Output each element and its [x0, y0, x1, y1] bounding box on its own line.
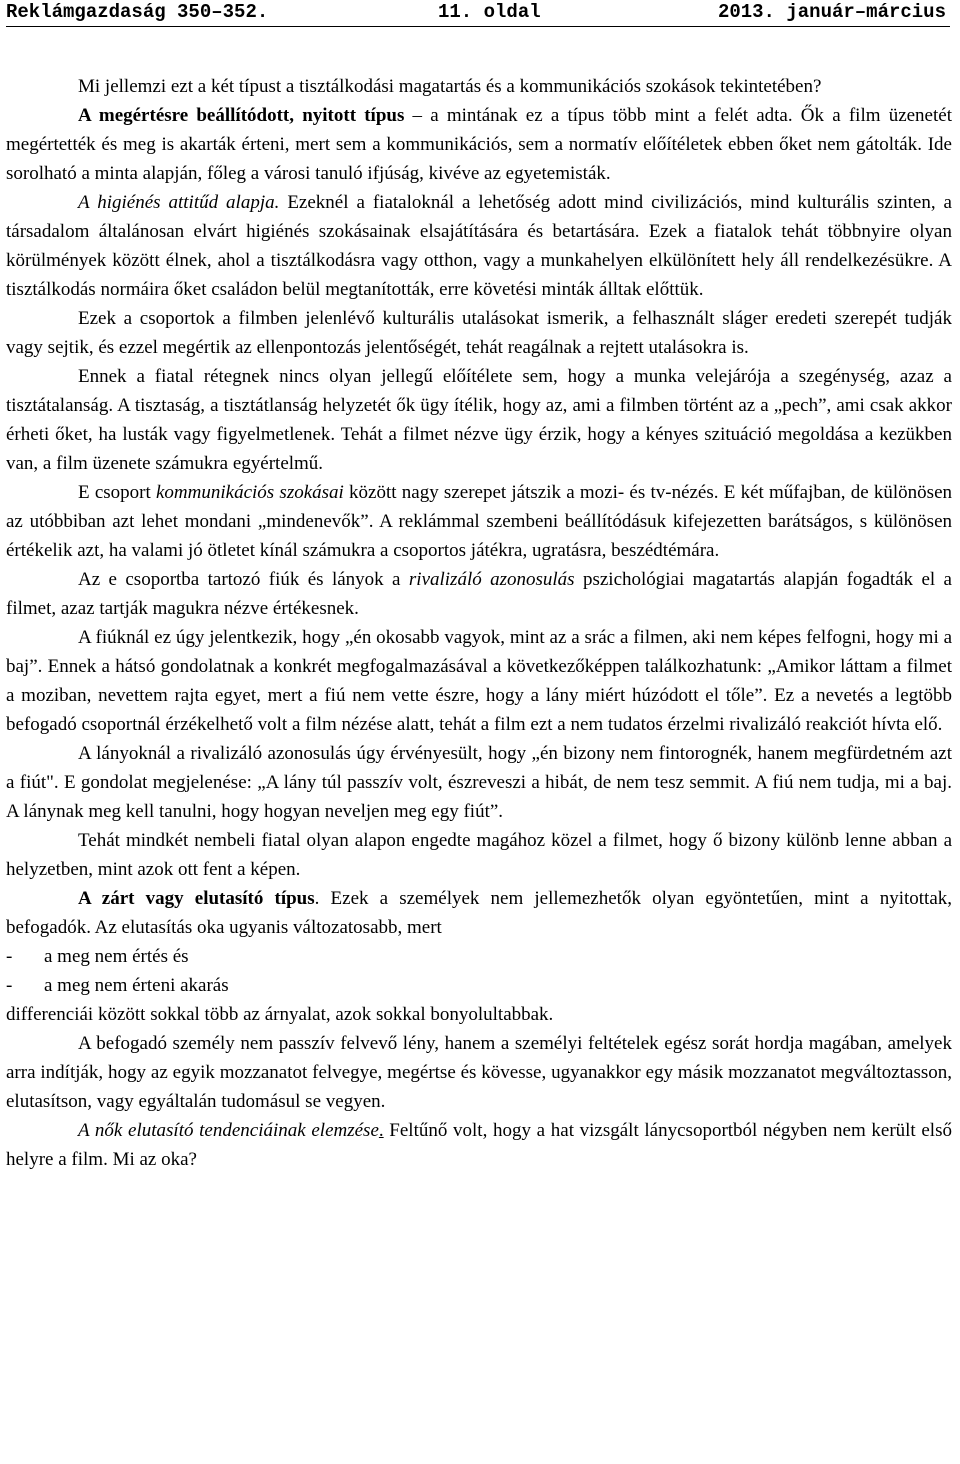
emphasis-communication-habits: kommunikációs szokásai: [156, 482, 344, 503]
paragraph: [6, 101, 952, 188]
paragraph-text: . Ezek a személyek nem jellemezhetők olyan egyöntetűen, mint a nyitottak, befogadók. Az elutasítás oka ugyanis változatosabb, mert: [6, 888, 953, 938]
paragraph-text: Feltűnő volt, hogy a hat vizsgált lánycsoportból négyben nem került első helyre a film. Mi az oka?: [6, 1120, 952, 1170]
paragraph-text: Ezek a csoportok a filmben jelenlévő kulturális utalásokat ismerik, a felhasznált sláger eredeti szerepét tudják vagy sejtik, és ezzel megértik az ellenpontozás jelentőségét, tehát reagálnak a rejtett utalásokra is.: [6, 308, 952, 358]
paragraph: [6, 739, 952, 826]
paragraph-text: A befogadó személy nem passzív felvevő lény, hanem a személyi feltételek egész sorát hordja magában, amelyek arra indítják, hogy az egyik mozzanatot felvegye, megértse és kövesse, ugyanakkor egy másik mozzanatot megváltoztasson, elutasítson, vagy egyáltalán tudomásul se vegyen.: [6, 1033, 952, 1112]
paragraph: [6, 623, 952, 739]
paragraph: [6, 1116, 952, 1174]
dash-marker: -: [6, 946, 13, 967]
paragraph: [6, 884, 952, 942]
paragraph: [6, 826, 952, 884]
paragraph-text: A lányoknál a rivalizáló azonosulás úgy érvényesült, hogy „én bizony nem fintorognék, hanem megfürdetném azt a fiút". E gondolat megjelenése: „A lány túl passzív volt, észreveszi a hibát, de nem tesz semmit. A fiú nem tudja, mi a baj. A lánynak meg kell tanulni, hogy hogyan neveljen meg egy fiút”.: [6, 743, 952, 822]
dash-marker: -: [6, 975, 13, 996]
list-item-text: a meg nem értés és: [44, 946, 189, 967]
subheading-women-rejection: A nők elutasító tendenciáinak elemzése: [78, 1120, 379, 1141]
paragraph-text: Mi jellemzi ezt a két típust a tisztálkodási magatartás és a kommunikációs szokások tekintetében?: [78, 76, 822, 97]
issue-date: 2013. január–március: [717, 1, 946, 23]
page-header: [6, 0, 950, 27]
paragraph-text: differenciái között sokkal több az árnyalat, azok sokkal bonyolultabbak.: [6, 1004, 554, 1025]
paragraph: [6, 188, 952, 304]
paragraph-text: Az e csoportba tartozó fiúk és lányok a: [78, 569, 409, 590]
page-number: 11. oldal: [438, 1, 541, 23]
paragraph-text: Ennek a fiatal rétegnek nincs olyan jellegű előítélete sem, hogy a munka velejárója a szegénység, azaz a tisztátalanság. A tisztaság, a tisztátlanság helyzetét ők ügy ítélik, hogy az, ami a filmben történt az a „pech”, ami csak akkor érheti őket, ha lusták vagy figyelmetlenek. Tehát a filmet nézve ügy érzik, hogy a kényes szituáció megoldása a kezükben van, a film üzenete számukra egyértelmű.: [6, 366, 952, 474]
paragraph: [6, 1000, 952, 1029]
paragraph-text: pszichológiai magatartás alapján fogadták el a filmet, azaz tartják magukra nézve értékesnek.: [6, 569, 952, 619]
underlined-period: .: [378, 1120, 384, 1141]
paragraph-text: A fiúknál ez úgy jelentkezik, hogy „én okosabb vagyok, mint az a srác a filmen, aki nem képes felfogni, hogy mi a baj”. Ennek a hátsó gondolatnak a konkrét megfogalmazásával a következőképpen találkozhatunk: „Amikor láttam a filmet a moziban, nevettem rajta egyet, mert a fiú nem vette észre, hogy a lány miért húzódott el tőle”. Ez a nevetés a legtöbb befogadó csoportnál érzékelhető volt a film nézése alatt, tehát a film ezt a nem tudatos érzelmi rivalizáló reakciót hívta elő.: [6, 627, 952, 735]
paragraph: [6, 304, 952, 362]
subheading-hygiene-attitude: A higiénés attitűd alapja.: [78, 192, 280, 213]
paragraph: [6, 565, 952, 623]
section-heading-open-type: A megértésre beállítódott, nyitott típus: [78, 105, 405, 126]
paragraph-text: között nagy szerepet játszik a mozi- és tv-nézés. E két műfajban, de különösen az utóbbiban azt lehet mondani „mindenevők”. A reklámmal szembeni beállítódásuk kifejezetten barátságos, s különösen értékelik azt, ha valami jó ötletet kínál számukra a csoportos játékra, ugratásra, beszédtémára.: [6, 482, 952, 561]
list-item: [6, 942, 952, 971]
paragraph-text: Tehát mindkét nembeli fiatal olyan alapon engedte magához közel a filmet, hogy ő bizony különb lenne abban a helyzetben, mint azok ott fent a képen.: [6, 830, 952, 880]
list-item-text: a meg nem érteni akarás: [44, 975, 229, 996]
paragraph-text: E csoport: [78, 482, 156, 503]
journal-title: Reklámgazdaság 350–352.: [6, 1, 269, 23]
paragraph: [6, 1029, 952, 1116]
list-item: [6, 971, 952, 1000]
paragraph: [6, 72, 952, 101]
emphasis-rival-identification: rivalizáló azonosulás: [408, 569, 575, 590]
paragraph-text: – a mintának ez a típus több mint a felét adta. Ők a film üzenetét megértették és meg is akarták érteni, mert sem a kommunikációs, sem a normatív előítéletek ebben őket nem gátolták. Ide sorolható a minta alapján, főleg a városi tanuló ifjúság, kivéve az egyetemisták.: [6, 105, 952, 184]
section-heading-closed-type: A zárt vagy elutasító típus: [78, 888, 315, 909]
paragraph-text: Ezeknél a fiataloknál a lehetőség adott mind civilizációs, mind kulturális szinten, a társadalom általánosan elvárt higiénés szokásainak elsajátítására és betartására. Ezek a fiatalok tehát többnyire olyan körülmények között élnek, ahol a tisztálkodásra vagy otthon, vagy a munkahelyen elkülönített hely áll rendelkezésükre. A tisztálkodás normáira őket családon belül megtanították, erre követési minták álltak előttük.: [6, 192, 952, 300]
article-body: [6, 72, 952, 1174]
paragraph: [6, 478, 952, 565]
paragraph: [6, 362, 952, 478]
